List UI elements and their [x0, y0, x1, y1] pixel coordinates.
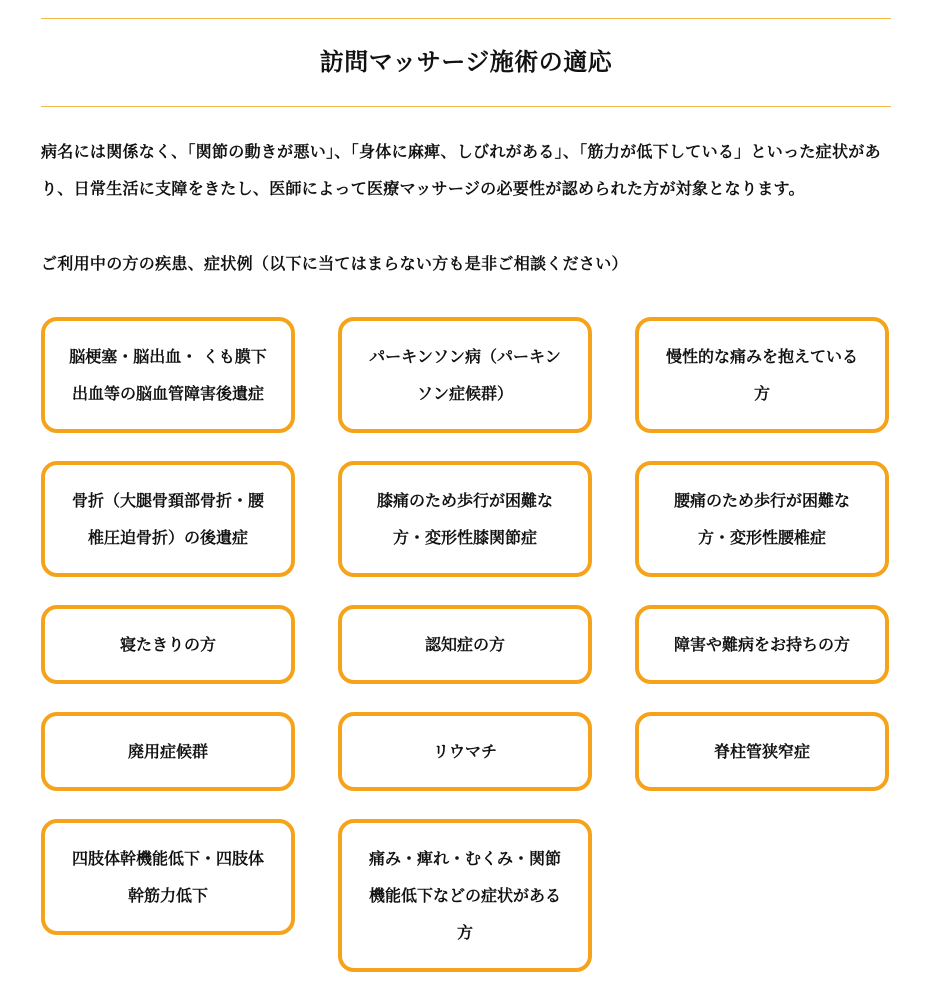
condition-card-disuse-syndrome: 廃用症候群	[41, 712, 295, 791]
title-top-rule	[41, 18, 891, 19]
condition-card-disability: 障害や難病をお持ちの方	[635, 605, 889, 684]
conditions-subheading: ご利用中の方の疾患、症状例（以下に当てはまらない方も是非ご相談ください）	[41, 254, 628, 273]
condition-card-chronic-pain: 慢性的な痛みを抱えている方	[635, 317, 889, 433]
condition-card-pain-numbness: 痛み・痺れ・むくみ・関節機能低下などの症状がある方	[338, 819, 592, 972]
condition-card-parkinsons: パーキンソン病（パーキンソン症候群）	[338, 317, 592, 433]
condition-card-cerebrovascular: 脳梗塞・脳出血・ くも膜下出血等の脳血管障害後遺症	[41, 317, 295, 433]
conditions-grid	[41, 317, 892, 972]
condition-card-lumbar: 腰痛のため歩行が困難な方・変形性腰椎症	[635, 461, 889, 577]
title-bottom-rule	[41, 106, 891, 107]
condition-card-rheumatism: リウマチ	[338, 712, 592, 791]
condition-card-spinal-stenosis: 脊柱管狭窄症	[635, 712, 889, 791]
intro-paragraph: 病名には関係なく、「関節の動きが悪い」、「身体に麻痺、しびれがある」、「筋力が低下している」といった症状があり、日常生活に支障をきたし、医師によって医療マッサージの必要性が認められた方が対象となります。	[41, 142, 881, 198]
condition-card-bedridden: 寝たきりの方	[41, 605, 295, 684]
condition-card-dementia: 認知症の方	[338, 605, 592, 684]
section-title: 訪問マッサージ施術の適応	[319, 48, 613, 76]
condition-card-fracture: 骨折（大腿骨頚部骨折・腰椎圧迫骨折）の後遺症	[41, 461, 295, 577]
condition-card-limb-weakness: 四肢体幹機能低下・四肢体幹筋力低下	[41, 819, 295, 935]
condition-card-knee: 膝痛のため歩行が困難な方・変形性膝関節症	[338, 461, 592, 577]
